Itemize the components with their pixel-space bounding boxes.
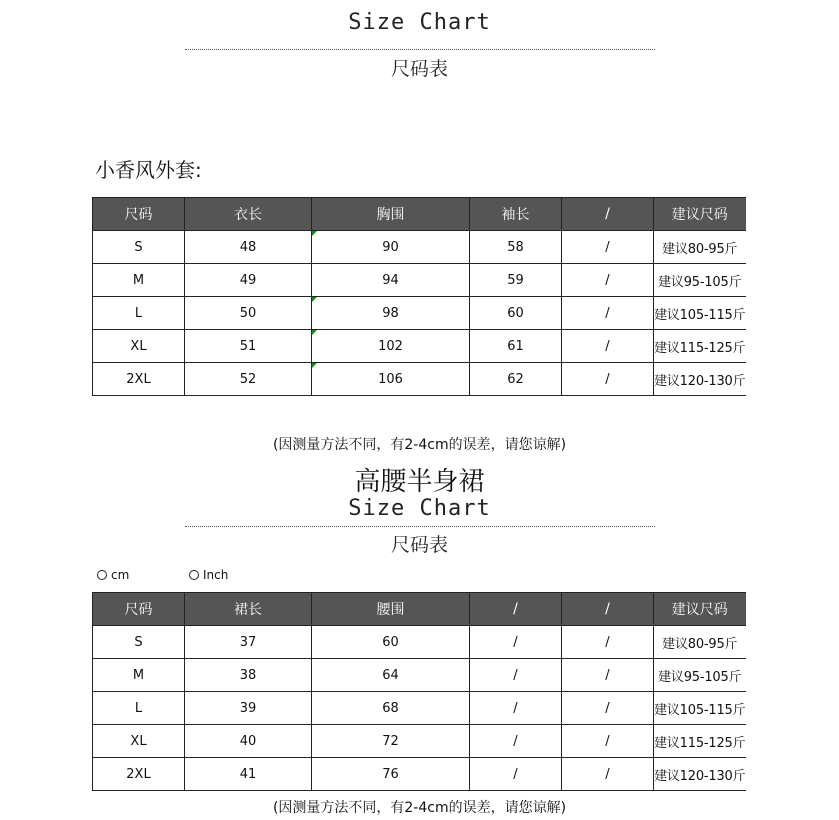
table-cell: 106 bbox=[312, 363, 470, 396]
table-cell: / bbox=[470, 659, 562, 692]
unit-option-inch[interactable]: Inch bbox=[189, 568, 228, 582]
table-cell: 62 bbox=[470, 363, 562, 396]
table-cell: 41 bbox=[185, 758, 312, 791]
table-cell: 68 bbox=[312, 692, 470, 725]
table-cell: 61 bbox=[470, 330, 562, 363]
table-cell: 建议115-125斤 bbox=[654, 725, 746, 758]
table-cell: 建议120-130斤 bbox=[654, 363, 746, 396]
table-cell: / bbox=[562, 659, 654, 692]
column-header: 裙长 bbox=[185, 593, 312, 626]
table-row bbox=[93, 297, 746, 330]
table-cell: 建议120-130斤 bbox=[654, 758, 746, 791]
table-cell: 38 bbox=[185, 659, 312, 692]
table-cell: 2XL bbox=[93, 363, 185, 396]
table-cell: 64 bbox=[312, 659, 470, 692]
table-cell: 2XL bbox=[93, 758, 185, 791]
title-divider bbox=[185, 49, 655, 50]
table-cell: / bbox=[562, 330, 654, 363]
table-cell: / bbox=[562, 363, 654, 396]
table-row bbox=[93, 264, 746, 297]
skirt-title-divider bbox=[185, 526, 655, 527]
column-header: 袖长 bbox=[470, 198, 562, 231]
column-header: / bbox=[470, 593, 562, 626]
skirt-size-table bbox=[92, 592, 746, 791]
cell-marker-icon bbox=[312, 363, 317, 368]
table-cell: 90 bbox=[312, 231, 470, 264]
table-cell: 102 bbox=[312, 330, 470, 363]
radio-circle-icon[interactable] bbox=[97, 570, 107, 580]
cell-marker-icon bbox=[312, 297, 317, 302]
table-cell: 建议95-105斤 bbox=[654, 264, 746, 297]
cell-marker-icon bbox=[312, 330, 317, 335]
column-header: 尺码 bbox=[93, 198, 185, 231]
table-row bbox=[93, 692, 746, 725]
table-cell: 建议80-95斤 bbox=[654, 231, 746, 264]
table-cell: 39 bbox=[185, 692, 312, 725]
table-cell: 60 bbox=[470, 297, 562, 330]
table-cell: 48 bbox=[185, 231, 312, 264]
table-cell: 建议95-105斤 bbox=[654, 659, 746, 692]
column-header: 腰围 bbox=[312, 593, 470, 626]
column-header: 胸围 bbox=[312, 198, 470, 231]
table-cell: 50 bbox=[185, 297, 312, 330]
table-cell: 建议105-115斤 bbox=[654, 692, 746, 725]
table-header-row bbox=[93, 198, 746, 231]
size-chart-subtitle: 尺码表 bbox=[390, 58, 448, 80]
table-cell: 94 bbox=[312, 264, 470, 297]
table-row bbox=[93, 626, 746, 659]
table-cell: L bbox=[93, 297, 185, 330]
table-cell: / bbox=[562, 231, 654, 264]
table-cell: 建议105-115斤 bbox=[654, 297, 746, 330]
table-row bbox=[93, 231, 746, 264]
table-cell: / bbox=[470, 725, 562, 758]
table-row bbox=[93, 758, 746, 791]
column-header: / bbox=[562, 198, 654, 231]
table-row bbox=[93, 330, 746, 363]
column-header: / bbox=[562, 593, 654, 626]
table-cell: 58 bbox=[470, 231, 562, 264]
table-cell: 49 bbox=[185, 264, 312, 297]
table-row bbox=[93, 725, 746, 758]
column-header: 建议尺码 bbox=[654, 198, 746, 231]
table-cell: / bbox=[562, 758, 654, 791]
table-cell: / bbox=[470, 758, 562, 791]
table-cell: 60 bbox=[312, 626, 470, 659]
skirt-size-chart-title: Size Chart bbox=[348, 496, 491, 521]
radio-circle-icon[interactable] bbox=[189, 570, 199, 580]
skirt-measurement-note: (因测量方法不同，有2-4cm的误差，请您谅解) bbox=[272, 800, 567, 816]
table-row bbox=[93, 363, 746, 396]
table-cell: XL bbox=[93, 330, 185, 363]
size-chart-title: Size Chart bbox=[348, 10, 491, 35]
cell-marker-icon bbox=[312, 231, 317, 236]
table-cell: / bbox=[562, 692, 654, 725]
column-header: 建议尺码 bbox=[654, 593, 746, 626]
table-cell: / bbox=[562, 626, 654, 659]
table-header-row bbox=[93, 593, 746, 626]
table-cell: / bbox=[562, 297, 654, 330]
table-cell: 40 bbox=[185, 725, 312, 758]
table-cell: S bbox=[93, 626, 185, 659]
skirt-heading: 高腰半身裙 bbox=[354, 467, 485, 497]
table-cell: M bbox=[93, 264, 185, 297]
table-cell: 建议115-125斤 bbox=[654, 330, 746, 363]
table-cell: / bbox=[470, 626, 562, 659]
skirt-size-chart-subtitle: 尺码表 bbox=[390, 534, 448, 556]
table-cell: XL bbox=[93, 725, 185, 758]
jacket-section-label: 小香风外套: bbox=[95, 158, 202, 182]
table-cell: 建议80-95斤 bbox=[654, 626, 746, 659]
table-cell: L bbox=[93, 692, 185, 725]
table-cell: 72 bbox=[312, 725, 470, 758]
table-cell: / bbox=[470, 692, 562, 725]
table-cell: / bbox=[562, 725, 654, 758]
table-cell: 37 bbox=[185, 626, 312, 659]
column-header: 尺码 bbox=[93, 593, 185, 626]
table-cell: M bbox=[93, 659, 185, 692]
table-cell: 98 bbox=[312, 297, 470, 330]
jacket-size-table bbox=[92, 197, 746, 396]
table-row bbox=[93, 659, 746, 692]
table-cell: 52 bbox=[185, 363, 312, 396]
measurement-note: (因测量方法不同，有2-4cm的误差，请您谅解) bbox=[272, 437, 567, 453]
column-header: 衣长 bbox=[185, 198, 312, 231]
table-cell: S bbox=[93, 231, 185, 264]
table-cell: / bbox=[562, 264, 654, 297]
table-cell: 51 bbox=[185, 330, 312, 363]
unit-option-cm[interactable]: cm bbox=[97, 568, 129, 582]
table-cell: 76 bbox=[312, 758, 470, 791]
table-cell: 59 bbox=[470, 264, 562, 297]
